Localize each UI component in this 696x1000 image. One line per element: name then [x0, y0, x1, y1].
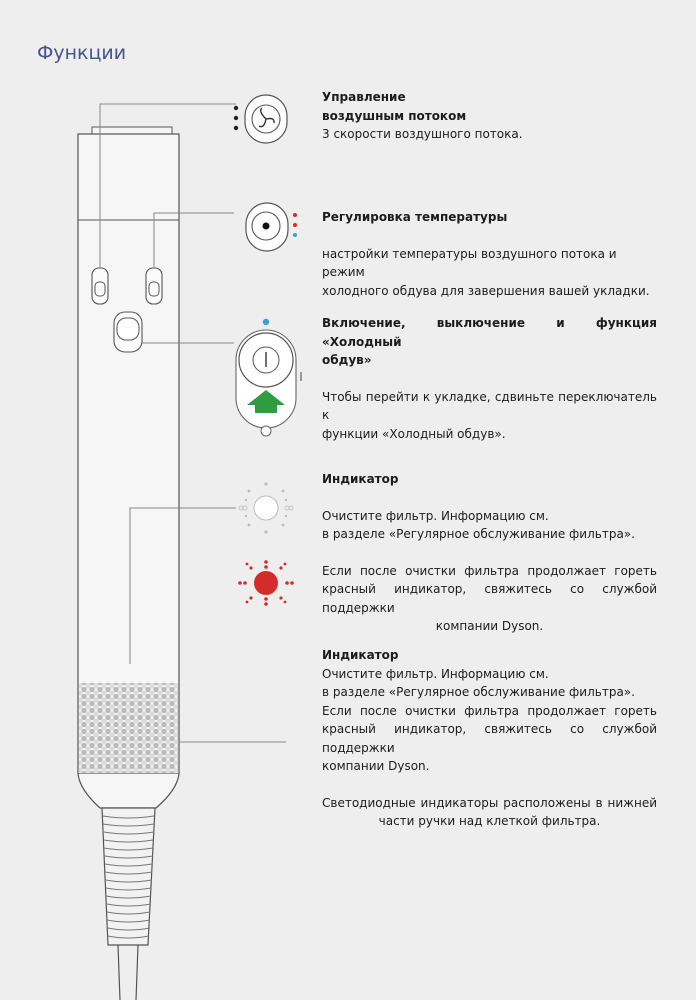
power-section — [322, 314, 657, 443]
indicator2-note-1: Светодиодные индикаторы расположены в нижней — [322, 795, 657, 810]
indicator2-line-2: в разделе «Регулярное обслуживание фильтра». — [322, 685, 635, 699]
indicator1-text-1: Очистите фильтр. Информацию см. — [322, 508, 549, 523]
fan-icon — [234, 95, 287, 143]
dryer-handle — [78, 127, 179, 808]
indicator-section-2 — [322, 646, 657, 831]
airflow-section — [322, 88, 657, 144]
temperature-text-1: настройки температуры воздушного потока и режим — [322, 246, 617, 279]
power-icon — [236, 319, 301, 436]
temperature-heading: Регулировка температуры — [322, 210, 508, 224]
temperature-text-2: холодного обдува для завершения вашей укладки. — [322, 283, 650, 298]
power-heading-1: Включение, выключение и функция «Холодный — [322, 316, 657, 349]
indicator1-heading: Индикатор — [322, 472, 399, 486]
indicator2-heading: Индикатор — [322, 648, 399, 662]
indicator-red-icon — [238, 560, 294, 606]
temperature-section — [322, 208, 657, 300]
indicator-section-1 — [322, 470, 657, 636]
indicator1-text2-1: Если после очистки фильтра продолжает гореть — [322, 563, 657, 578]
power-heading-2: обдув» — [322, 353, 372, 367]
airflow-text: 3 скорости воздушного потока. — [322, 127, 523, 141]
airflow-heading-1: Управление — [322, 90, 406, 104]
power-text-1: Чтобы перейти к укладке, сдвиньте переключатель к — [322, 389, 657, 422]
indicator1-text-2: в разделе «Регулярное обслуживание фильтра». — [322, 527, 635, 541]
indicator2-line-1: Очистите фильтр. Информацию см. — [322, 666, 549, 681]
indicator2-note-2: части ручки над клеткой фильтра. — [378, 814, 601, 828]
indicator2-line-4: красный индикатор, свяжитесь со службой поддержки — [322, 722, 657, 755]
airflow-heading-2: воздушным потоком — [322, 108, 467, 123]
power-cord-sleeve — [102, 808, 155, 1000]
indicator-off-icon — [239, 482, 293, 533]
filter-grille — [79, 683, 178, 773]
page-title: Функции — [37, 42, 127, 64]
indicator2-line-3: Если после очистки фильтра продолжает гореть — [322, 703, 657, 718]
temperature-dial-icon — [246, 203, 297, 251]
power-text-2: функции «Холодный обдув». — [322, 426, 506, 441]
indicator2-line-5: компании Dyson. — [322, 759, 430, 773]
indicator1-text2-2: красный индикатор, свяжитесь со службой поддержки — [322, 582, 657, 615]
indicator1-text2-3: компании Dyson. — [435, 619, 544, 633]
